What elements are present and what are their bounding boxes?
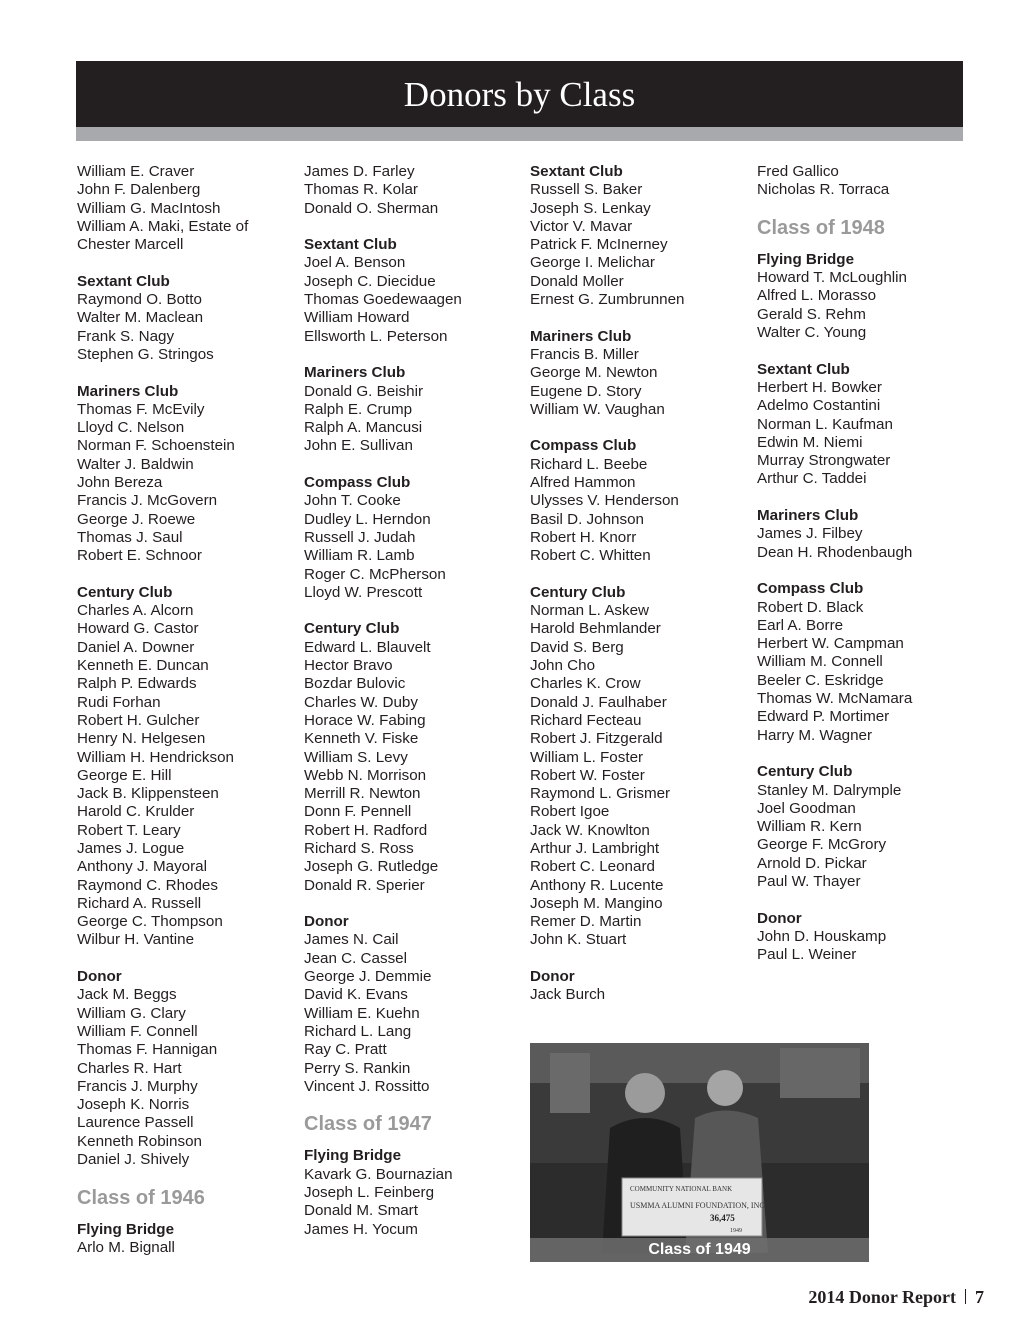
donor-name: Paul L. Weiner (757, 946, 857, 964)
donor-name: Richard L. Lang (304, 1022, 412, 1040)
donor-name: Arnold D. Pickar (757, 854, 867, 872)
donor-name: Herbert H. Bowker (757, 378, 882, 396)
donor-name: Bozdar Bulovic (304, 675, 406, 693)
donor-name: Walter C. Young (757, 324, 867, 342)
footer-label: 2014 Donor Report (808, 1287, 956, 1307)
giving-level-heading: Mariners Club (304, 364, 406, 382)
donor-name: Francis J. Murphy (77, 1077, 198, 1095)
check-payee: USMMA ALUMNI FOUNDATION, INC. (630, 1201, 767, 1210)
donor-name: Ellsworth L. Peterson (304, 327, 448, 345)
donor-name: Remer D. Martin (530, 913, 642, 931)
donor-name: Merrill R. Newton (304, 785, 421, 803)
donor-name: William R. Lamb (304, 547, 415, 565)
giving-level-heading: Century Club (77, 583, 173, 601)
donor-name: Walter M. Maclean (77, 309, 204, 327)
class-year-heading: Class of 1947 (304, 1113, 432, 1136)
donor-name: James N. Cail (304, 931, 399, 949)
donor-name: Harold C. Krulder (77, 803, 195, 821)
donor-group (757, 580, 972, 745)
donor-group (304, 474, 519, 602)
donor-name: Thomas W. McNamara (757, 690, 913, 708)
donor-group (77, 383, 292, 566)
donor-name: Donald G. Beishir (304, 382, 424, 400)
donor-name: Frank S. Nagy (77, 327, 175, 345)
donor-group (757, 251, 972, 342)
donor-name: Joseph M. Mangino (530, 894, 663, 912)
donor-name: George F. McGrory (757, 836, 887, 854)
donor-name: Anthony J. Mayoral (77, 858, 207, 876)
check-bank-name: COMMUNITY NATIONAL BANK (630, 1185, 733, 1193)
donor-name: Richard A. Russell (77, 894, 202, 912)
donor-name: Charles W. Duby (304, 693, 418, 711)
title-underline-strip (76, 127, 963, 141)
giving-level-heading: Flying Bridge (304, 1147, 402, 1165)
donor-name: George M. Newton (530, 364, 658, 382)
donor-name: Charles A. Alcorn (77, 602, 194, 620)
donor-name: Patrick F. McInerney (530, 236, 668, 254)
donor-name: Richard L. Beebe (530, 455, 648, 473)
giving-level-heading: Century Club (304, 620, 400, 638)
donor-name: Norman F. Schoenstein (77, 437, 235, 455)
donor-name: Lloyd W. Prescott (304, 583, 423, 601)
donor-name: John D. Houskamp (757, 927, 887, 945)
donor-name: Harry M. Wagner (757, 726, 873, 744)
donor-name: Norman L. Kaufman (757, 415, 893, 433)
donor-name: David S. Berg (530, 638, 624, 656)
donor-name: Kenneth E. Duncan (77, 657, 209, 675)
donor-group (530, 328, 745, 419)
donor-name: Russell S. Baker (530, 181, 643, 199)
donor-name: Raymond C. Rhodes (77, 876, 218, 894)
donor-name: William M. Connell (757, 653, 883, 671)
donor-name: Arlo M. Bignall (77, 1238, 175, 1256)
donor-name: Earl A. Borre (757, 616, 844, 634)
donor-name: Basil D. Johnson (530, 510, 644, 528)
giving-level-heading: Century Club (757, 763, 853, 781)
donor-group (757, 507, 972, 562)
donor-name: Jack Burch (530, 986, 606, 1004)
donor-name: Alfred Hammon (530, 474, 636, 492)
donor-name: William R. Kern (757, 818, 862, 836)
donor-group (530, 968, 745, 1005)
donor-name: Kavark G. Bournazian (304, 1165, 453, 1183)
donor-name: John Cho (530, 657, 596, 675)
giving-level-heading: Donor (77, 968, 122, 986)
donor-name: Joseph K. Norris (77, 1096, 190, 1114)
donor-name: Robert Igoe (530, 803, 610, 821)
giving-level-heading: Sextant Club (757, 360, 850, 378)
donor-name: Edward L. Blauvelt (304, 638, 431, 656)
donor-name: Robert C. Whitten (530, 547, 651, 565)
donor-name: Vincent J. Rossitto (304, 1077, 430, 1095)
donor-name: George E. Hill (77, 766, 172, 784)
donor-name: Lloyd C. Nelson (77, 419, 185, 437)
donor-name: Joseph G. Rutledge (304, 858, 439, 876)
donor-name: Thomas R. Kolar (304, 181, 418, 199)
donor-name: Donn F. Pennell (304, 803, 412, 821)
giving-level-heading: Century Club (530, 583, 626, 601)
donor-name: William S. Levy (304, 748, 408, 766)
donor-name: William E. Kuehn (304, 1004, 420, 1022)
donor-name: Jack B. Klippensteen (77, 785, 219, 803)
donor-name: Richard S. Ross (304, 839, 414, 857)
class-year-heading: Class of 1946 (77, 1186, 205, 1209)
donor-name: William G. MacIntosh (77, 199, 221, 217)
donor-name: Herbert W. Campman (757, 635, 904, 653)
check-amount: 36,475 (710, 1213, 735, 1223)
donor-name: Thomas J. Saul (77, 528, 183, 546)
giving-level-heading: Donor (304, 913, 349, 931)
donor-name: Donald R. Sperier (304, 876, 425, 894)
donor-name: Edward P. Mortimer (757, 708, 890, 726)
donor-name: Robert H. Gulcher (77, 711, 200, 729)
donor-name: James D. Farley (304, 163, 415, 180)
donor-name: Richard Fecteau (530, 711, 642, 729)
donor-name: Kenneth V. Fiske (304, 730, 419, 748)
donor-name: Anthony R. Lucente (530, 876, 664, 894)
donor-name: Rudi Forhan (77, 693, 161, 711)
donor-name: Stephen G. Stringos (77, 345, 214, 363)
donor-name: Robert H. Knorr (530, 528, 637, 546)
footer-separator (965, 1289, 966, 1304)
class-photo (530, 1043, 869, 1262)
giving-level-heading: Compass Club (304, 474, 411, 492)
donor-name: Beeler C. Eskridge (757, 671, 884, 689)
donor-name: Jack W. Knowlton (530, 821, 650, 839)
donor-name: Donald M. Smart (304, 1202, 418, 1220)
donor-name: Chester Marcell (77, 236, 184, 254)
donor-group (77, 163, 292, 254)
donor-name: Dudley L. Herndon (304, 510, 431, 528)
giving-level-heading: Compass Club (530, 437, 637, 455)
donor-name: William L. Foster (530, 748, 644, 766)
page-title-banner (76, 61, 963, 127)
donor-name: Robert T. Leary (77, 821, 181, 839)
donor-name: Jack M. Beggs (77, 986, 177, 1004)
donor-name: Robert C. Leonard (530, 858, 655, 876)
donor-name: Howard G. Castor (77, 620, 199, 638)
donor-name: Joseph L. Feinberg (304, 1184, 435, 1202)
donor-name: Daniel A. Downer (77, 638, 195, 656)
donor-group (304, 620, 519, 894)
donor-name: Roger C. McPherson (304, 565, 446, 583)
donor-name: John Bereza (77, 474, 163, 492)
donor-name: John F. Dalenberg (77, 181, 201, 199)
donor-group (757, 910, 972, 965)
donor-column-3 (530, 163, 745, 1023)
donor-name: Alfred L. Morasso (757, 287, 877, 305)
photo-caption: Class of 1949 (530, 1238, 869, 1262)
donor-name: Charles R. Hart (77, 1059, 182, 1077)
donor-name: Robert W. Foster (530, 766, 645, 784)
donor-name: George J. Demmie (304, 968, 432, 986)
photo-illustration (530, 1043, 869, 1262)
donor-name: Ralph E. Crump (304, 400, 413, 418)
donor-name: Ralph P. Edwards (77, 675, 197, 693)
donor-name: Ray C. Pratt (304, 1041, 387, 1059)
donor-name: Donald O. Sherman (304, 199, 439, 217)
donor-name: Nicholas R. Torraca (757, 181, 890, 199)
donor-name: Jean C. Cassel (304, 949, 407, 967)
donor-name: Thomas Goedewaagen (304, 291, 462, 309)
donor-name: Francis J. McGovern (77, 492, 218, 510)
donor-name: Ulysses V. Henderson (530, 492, 679, 510)
giving-level-heading: Compass Club (757, 580, 864, 598)
donor-name: George I. Melichar (530, 254, 655, 272)
donor-name: John K. Stuart (530, 931, 627, 949)
donor-name: Ernest G. Zumbrunnen (530, 291, 685, 309)
donor-name: Francis B. Miller (530, 345, 639, 363)
donor-name: Adelmo Costantini (757, 397, 881, 415)
donor-name: Russell J. Judah (304, 528, 416, 546)
donor-name: Eugene D. Story (530, 382, 642, 400)
check-class: 1949 (730, 1228, 742, 1234)
donor-name: George J. Roewe (77, 510, 196, 528)
giving-level-heading: Sextant Club (530, 163, 623, 180)
donor-name: Donald J. Faulhaber (530, 693, 667, 711)
page-number: 7 (975, 1287, 984, 1307)
donor-name: Howard T. McLoughlin (757, 269, 907, 287)
donor-name: Kenneth Robinson (77, 1132, 202, 1150)
giving-level-heading: Mariners Club (757, 507, 859, 525)
donor-name: Victor V. Mavar (530, 217, 633, 235)
donor-name: Joseph C. Diecidue (304, 272, 436, 290)
donor-name: David K. Evans (304, 986, 408, 1004)
donor-group (77, 273, 292, 364)
giving-level-heading: Mariners Club (530, 327, 632, 345)
donor-name: William F. Connell (77, 1022, 198, 1040)
donor-name: William Howard (304, 309, 410, 327)
donor-name: William E. Craver (77, 163, 195, 180)
donor-name: William W. Vaughan (530, 400, 665, 418)
donor-name: Daniel J. Shively (77, 1151, 190, 1169)
donor-name: Charles K. Crow (530, 675, 641, 693)
donor-name: Dean H. Rhodenbaugh (757, 543, 913, 561)
donor-name: Hector Bravo (304, 657, 393, 675)
donor-name: Robert D. Black (757, 598, 864, 616)
donor-name: James H. Yocum (304, 1220, 418, 1238)
donor-name: Edwin M. Niemi (757, 433, 863, 451)
donor-name: Gerald S. Rehm (757, 305, 866, 323)
donor-name: Perry S. Rankin (304, 1059, 411, 1077)
page-title: Donors by Class (403, 75, 636, 114)
donor-name: Arthur J. Lambright (530, 839, 660, 857)
donor-name: Stanley M. Dalrymple (757, 781, 902, 799)
donor-name: Fred Gallico (757, 163, 839, 180)
donor-group (304, 913, 519, 1096)
donor-name: Paul W. Thayer (757, 872, 861, 890)
donor-name: Walter J. Baldwin (77, 455, 194, 473)
giving-level-heading: Donor (530, 968, 575, 986)
donor-name: Donald Moller (530, 272, 624, 290)
donor-name: Robert J. Fitzgerald (530, 730, 663, 748)
donor-name: John E. Sullivan (304, 437, 413, 455)
donor-name: Joel Goodman (757, 799, 856, 817)
donor-name: Joseph S. Lenkay (530, 199, 651, 217)
donor-group (77, 1221, 292, 1258)
donor-name: Murray Strongwater (757, 452, 891, 470)
donor-name: Henry N. Helgesen (77, 730, 206, 748)
giving-level-heading: Mariners Club (77, 382, 179, 400)
donor-column-4 (757, 163, 972, 983)
donor-name: Horace W. Fabing (304, 711, 426, 729)
donor-name: Norman L. Askew (530, 602, 650, 620)
giving-level-heading: Donor (757, 909, 802, 927)
donor-group (757, 763, 972, 891)
donor-name: Joel A. Benson (304, 254, 406, 272)
donor-group (530, 437, 745, 565)
donor-name: Raymond L. Grismer (530, 785, 671, 803)
class-year-heading: Class of 1948 (757, 216, 885, 239)
donor-name: James J. Filbey (757, 525, 863, 543)
donor-group (77, 584, 292, 950)
donor-name: Thomas F. McEvily (77, 400, 205, 418)
donor-group (77, 968, 292, 1169)
giving-level-heading: Flying Bridge (77, 1220, 175, 1238)
donor-group (304, 163, 519, 218)
donor-group (304, 1147, 519, 1238)
donor-name: William G. Clary (77, 1004, 186, 1022)
donor-name: George C. Thompson (77, 913, 223, 931)
donor-name: James J. Logue (77, 839, 185, 857)
donor-name: Ralph A. Mancusi (304, 419, 423, 437)
donor-name: Robert E. Schnoor (77, 547, 202, 565)
donor-name: John T. Cooke (304, 492, 401, 510)
donor-group (304, 236, 519, 346)
donor-name: Raymond O. Botto (77, 291, 202, 309)
donor-name: Laurence Passell (77, 1114, 194, 1132)
donor-group (530, 163, 745, 309)
donor-group (757, 163, 972, 200)
donor-name: Harold Behmlander (530, 620, 661, 638)
donor-group (304, 364, 519, 455)
page-footer (808, 1287, 984, 1308)
donor-column-1 (77, 163, 292, 1276)
donor-name: Thomas F. Hannigan (77, 1041, 218, 1059)
donor-group (757, 361, 972, 489)
donor-name: William A. Maki, Estate of (77, 217, 249, 235)
giving-level-heading: Flying Bridge (757, 250, 855, 268)
donor-group (530, 584, 745, 950)
donor-name: William H. Hendrickson (77, 748, 234, 766)
donor-name: Robert H. Radford (304, 821, 428, 839)
giving-level-heading: Sextant Club (304, 236, 397, 254)
donor-name: Arthur C. Taddei (757, 470, 867, 488)
donor-column-2 (304, 163, 519, 1257)
donor-name: Wilbur H. Vantine (77, 931, 195, 949)
giving-level-heading: Sextant Club (77, 272, 170, 290)
donor-name: Webb N. Morrison (304, 766, 427, 784)
